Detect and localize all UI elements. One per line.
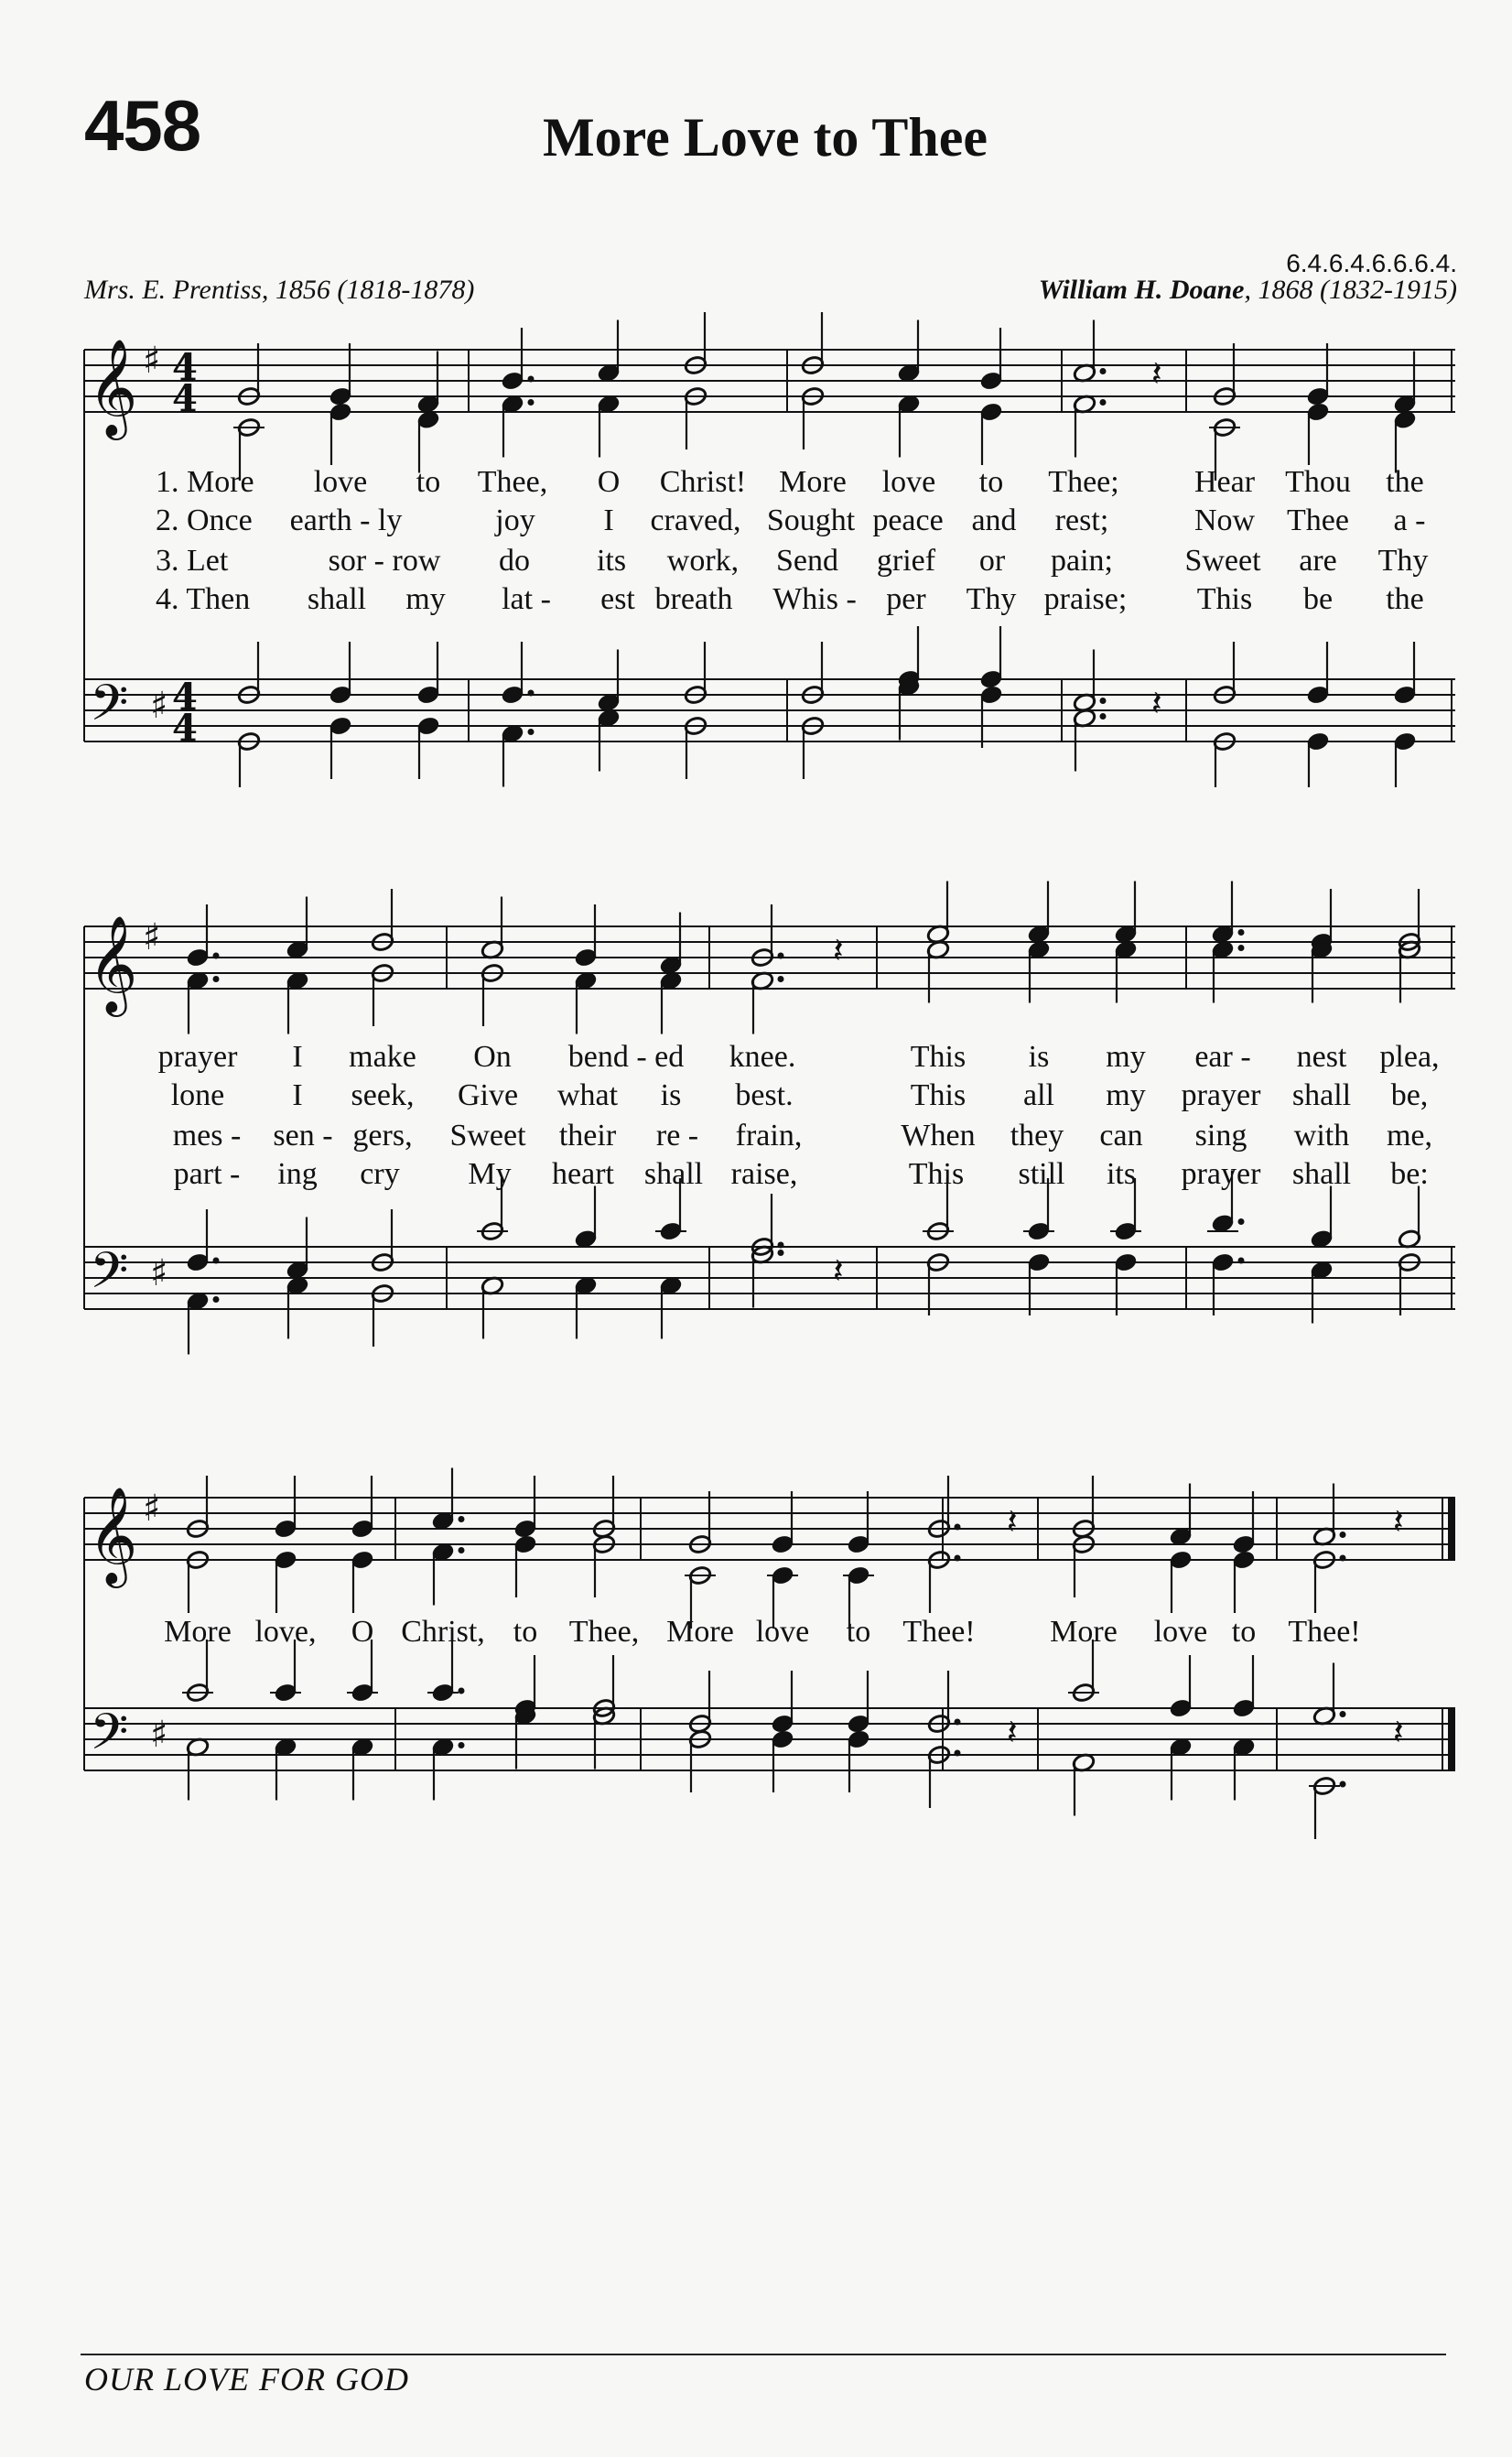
augmentation-dot <box>1340 1532 1346 1538</box>
lyric-syllable: Sought <box>766 503 856 537</box>
composer-name: William H. Doane <box>1038 275 1245 305</box>
lyric-syllable: prayer <box>157 1040 238 1074</box>
words-credit: Mrs. E. Prentiss, 1856 (1818-1878) <box>84 275 475 305</box>
key-signature-sharp: ♯ <box>150 685 168 727</box>
lyric-syllable: is <box>1028 1040 1050 1074</box>
lyric-syllable: This <box>910 1078 967 1112</box>
time-signature: 4 <box>172 676 198 719</box>
lyric-line-verse-3 <box>0 544 1512 584</box>
lyric-syllable: Thy <box>966 582 1017 616</box>
lyric-syllable: Thou <box>1285 465 1351 499</box>
augmentation-dot <box>1238 1258 1245 1264</box>
lyric-syllable: best. <box>735 1078 794 1112</box>
lyric-syllable: a - <box>1393 503 1426 537</box>
lyric-syllable: More <box>1050 1615 1118 1649</box>
quarter-rest: 𝄽 <box>1007 1501 1018 1542</box>
lyric-syllable: My <box>468 1157 512 1191</box>
bass-clef: 𝄢 <box>90 674 129 744</box>
lyric-syllable: part - <box>173 1157 241 1191</box>
lyric-syllable: to <box>513 1615 538 1649</box>
lyric-syllable: and <box>971 503 1017 537</box>
lyric-syllable: earth - ly <box>289 503 403 537</box>
time-signature: 4 <box>172 707 198 750</box>
augmentation-dot <box>528 399 535 406</box>
lyric-syllable: their <box>558 1119 617 1153</box>
lyric-syllable: love <box>313 465 368 499</box>
augmentation-dot <box>1340 1781 1346 1788</box>
lyric-syllable: Now <box>1193 503 1256 537</box>
lyric-syllable: or <box>978 544 1006 578</box>
key-signature-sharp: ♯ <box>143 340 161 382</box>
augmentation-dot <box>459 1742 465 1748</box>
lyric-syllable: pain; <box>1051 544 1113 578</box>
lyric-syllable: cry <box>360 1157 400 1191</box>
lyric-syllable: breath <box>654 582 733 616</box>
lyric-syllable: Thee, <box>477 465 548 499</box>
lyric-syllable: Give <box>457 1078 519 1112</box>
lyric-syllable: love <box>1153 1615 1208 1649</box>
lyric-syllable: This <box>908 1157 965 1191</box>
lyric-syllable: its <box>1106 1157 1137 1191</box>
key-signature-sharp: ♯ <box>150 1714 168 1756</box>
lyric-syllable: with <box>1293 1119 1350 1153</box>
augmentation-dot <box>1100 399 1107 406</box>
lyric-syllable: Thee; <box>1048 465 1119 499</box>
lyric-syllable: nest <box>1296 1040 1347 1074</box>
quarter-rest: 𝄽 <box>833 1250 844 1292</box>
lyric-syllable: Thee, <box>568 1615 640 1649</box>
lyric-syllable: to <box>416 465 441 499</box>
lyric-syllable: shall <box>643 1157 704 1191</box>
lyric-syllable: be, <box>1390 1078 1429 1112</box>
lyric-syllable: bend - ed <box>567 1040 685 1074</box>
lyric-syllable: grief <box>876 544 936 578</box>
footer-rule <box>81 2354 1446 2355</box>
lyric-syllable: what <box>556 1078 619 1112</box>
lyric-syllable: This <box>1196 582 1253 616</box>
lyric-syllable: ing <box>277 1157 318 1191</box>
key-signature-sharp: ♯ <box>143 1488 161 1530</box>
lyric-syllable: lone <box>170 1078 225 1112</box>
lyric-syllable: On <box>473 1040 512 1074</box>
lyric-syllable: rest; <box>1054 503 1109 537</box>
lyric-syllable: 2. Once <box>156 503 253 537</box>
lyric-syllable: mes - <box>172 1119 242 1153</box>
augmentation-dot <box>213 1296 220 1303</box>
lyric-syllable: the <box>1386 582 1424 616</box>
lyric-syllable: Send <box>776 544 838 578</box>
quarter-rest: 𝄽 <box>833 930 844 971</box>
augmentation-dot <box>778 976 784 982</box>
augmentation-dot <box>1100 698 1107 704</box>
augmentation-dot <box>1100 713 1107 720</box>
lyric-line-verse-2 <box>0 503 1512 544</box>
lyric-syllable: More <box>164 1615 232 1649</box>
lyric-syllable: seek, <box>351 1078 415 1112</box>
augmentation-dot <box>213 976 220 982</box>
quarter-rest: 𝄽 <box>1151 683 1162 724</box>
lyric-syllable: shall <box>1291 1078 1352 1112</box>
lyric-syllable: be <box>1302 582 1334 616</box>
time-signature: 4 <box>172 346 198 389</box>
lyric-syllable: I <box>292 1078 303 1112</box>
lyric-syllable: love, <box>254 1615 317 1649</box>
augmentation-dot <box>778 953 784 959</box>
lyric-syllable: sen - <box>273 1119 333 1153</box>
quarter-rest: 𝄽 <box>1007 1712 1018 1753</box>
lyric-syllable: Thee! <box>1288 1615 1361 1649</box>
lyric-syllable: my <box>405 582 446 616</box>
lyric-syllable: its <box>596 544 627 578</box>
treble-clef: 𝄞 <box>88 337 138 436</box>
augmentation-dot <box>955 1719 961 1726</box>
quarter-rest: 𝄽 <box>1393 1501 1404 1542</box>
lyric-syllable: they <box>1010 1119 1064 1153</box>
bass-clef: 𝄢 <box>90 1241 129 1312</box>
lyric-line-verse-2 <box>0 1078 1512 1119</box>
lyric-syllable: to <box>846 1615 871 1649</box>
augmentation-dot <box>1238 929 1245 936</box>
music-credit <box>1039 275 1457 306</box>
augmentation-dot <box>459 1688 465 1694</box>
lyric-syllable: plea, <box>1379 1040 1440 1074</box>
lyric-syllable: O <box>597 465 621 499</box>
lyric-syllable: knee. <box>729 1040 796 1074</box>
meter-label: 6.4.6.4.6.6.6.4. <box>1286 249 1457 277</box>
lyric-syllable: Christ, <box>401 1615 485 1649</box>
time-signature: 4 <box>172 377 198 420</box>
key-signature-sharp: ♯ <box>150 1252 168 1294</box>
lyric-syllable: to <box>978 465 1004 499</box>
quarter-rest: 𝄽 <box>1393 1712 1404 1753</box>
lyric-syllable: Thee <box>1287 503 1349 537</box>
augmentation-dot <box>528 729 535 735</box>
lyric-syllable: Whis - <box>772 582 857 616</box>
augmentation-dot <box>459 1516 465 1522</box>
lyric-syllable: I <box>292 1040 303 1074</box>
treble-clef: 𝄞 <box>88 1485 138 1584</box>
augmentation-dot <box>1238 945 1245 951</box>
augmentation-dot <box>213 1258 220 1264</box>
augmentation-dot <box>528 690 535 697</box>
augmentation-dot <box>213 953 220 959</box>
lyric-line-verse-4 <box>0 582 1512 622</box>
lyric-syllable: prayer <box>1181 1078 1261 1112</box>
lyric-syllable: heart <box>552 1157 614 1191</box>
lyric-line-verse-1 <box>0 465 1512 505</box>
lyric-syllable: make <box>349 1040 416 1074</box>
lyric-syllable: all <box>1023 1078 1054 1112</box>
lyric-syllable: joy <box>495 503 535 537</box>
lyric-syllable: Sweet <box>449 1119 526 1153</box>
lyric-syllable: 3. Let <box>156 544 229 578</box>
lyric-syllable: ear - <box>1194 1040 1251 1074</box>
lyric-syllable: re - <box>655 1119 699 1153</box>
augmentation-dot <box>1340 1555 1346 1562</box>
lyric-syllable: gers, <box>352 1119 413 1153</box>
lyric-syllable: my <box>1106 1040 1146 1074</box>
lyric-syllable: This <box>910 1040 967 1074</box>
lyric-syllable: 1. More <box>156 465 254 499</box>
augmentation-dot <box>1238 1218 1245 1225</box>
augmentation-dot <box>459 1547 465 1553</box>
hymn-title: More Love to Thee <box>542 107 988 168</box>
augmentation-dot <box>778 1242 784 1249</box>
lyric-line-refrain <box>0 1615 1512 1655</box>
lyric-syllable: still <box>1018 1157 1065 1191</box>
lyric-syllable: shall <box>1291 1157 1352 1191</box>
lyric-syllable: to <box>1231 1615 1257 1649</box>
lyric-syllable: Thy <box>1377 544 1429 578</box>
lyric-syllable: me, <box>1386 1119 1433 1153</box>
lyric-syllable: Sweet <box>1184 544 1261 578</box>
lyric-syllable: praise; <box>1043 582 1128 616</box>
lyric-line-verse-4 <box>0 1157 1512 1197</box>
augmentation-dot <box>955 1555 961 1562</box>
lyric-syllable: peace <box>872 503 944 537</box>
lyric-line-verse-1 <box>0 1040 1512 1080</box>
lyric-syllable: are <box>1299 544 1337 578</box>
augmentation-dot <box>778 1250 784 1256</box>
lyric-syllable: 4. Then <box>156 582 251 616</box>
lyric-syllable: love <box>881 465 936 499</box>
lyric-syllable: sor - row <box>328 544 441 578</box>
lyric-syllable: craved, <box>650 503 741 537</box>
hymn-number: 458 <box>84 85 201 166</box>
lyric-syllable: More <box>666 1615 734 1649</box>
lyric-syllable: prayer <box>1181 1157 1261 1191</box>
lyric-syllable: Hear <box>1193 465 1256 499</box>
lyric-syllable: love <box>755 1615 810 1649</box>
lyric-syllable: my <box>1106 1078 1146 1112</box>
lyric-syllable: per <box>886 582 926 616</box>
bass-clef: 𝄢 <box>90 1703 129 1773</box>
augmentation-dot <box>1100 368 1107 374</box>
lyric-syllable: sing <box>1194 1119 1247 1153</box>
lyric-syllable: More <box>779 465 847 499</box>
lyric-syllable: can <box>1099 1119 1143 1153</box>
lyric-syllable: When <box>901 1119 976 1153</box>
lyric-syllable: work, <box>666 544 740 578</box>
lyric-syllable: the <box>1386 465 1424 499</box>
lyric-syllable: do <box>499 544 530 578</box>
lyric-syllable: Christ! <box>659 465 747 499</box>
section-name: OUR LOVE FOR GOD <box>84 2361 409 2397</box>
augmentation-dot <box>955 1524 961 1531</box>
lyric-syllable: be: <box>1390 1157 1429 1191</box>
augmentation-dot <box>1340 1711 1346 1717</box>
composer-dates: , 1868 (1832-1915) <box>1244 275 1457 305</box>
quarter-rest: 𝄽 <box>1151 353 1162 395</box>
key-signature-sharp: ♯ <box>143 916 161 958</box>
lyric-syllable: O <box>351 1615 374 1649</box>
treble-clef: 𝄞 <box>88 914 138 1012</box>
augmentation-dot <box>955 1750 961 1757</box>
lyric-syllable: lat - <box>502 582 551 616</box>
lyric-syllable: shall <box>307 582 367 616</box>
lyric-line-verse-3 <box>0 1119 1512 1159</box>
lyric-syllable: est <box>600 582 635 616</box>
lyric-syllable: raise, <box>730 1157 798 1191</box>
lyric-syllable: Thee! <box>902 1615 976 1649</box>
lyric-syllable: I <box>603 503 614 537</box>
lyric-syllable: frain, <box>735 1119 803 1153</box>
augmentation-dot <box>528 376 535 383</box>
lyric-syllable: is <box>660 1078 682 1112</box>
